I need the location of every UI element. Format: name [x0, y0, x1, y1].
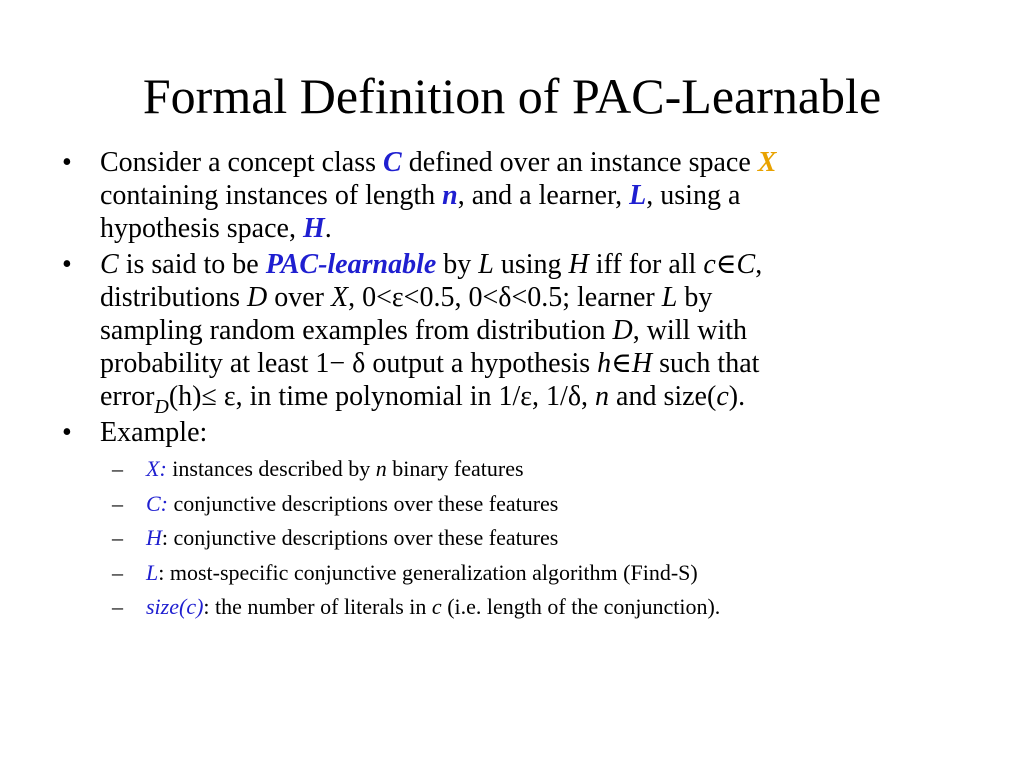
sub-bullet-size — [62, 590, 962, 625]
text: , will with — [632, 315, 748, 346]
bullet-symbol: • — [62, 249, 72, 280]
var-D: D — [612, 315, 633, 346]
dash-symbol: – — [112, 456, 123, 481]
bullet-line — [100, 212, 962, 245]
sub-text: binary features — [386, 456, 524, 481]
var-L: L — [629, 180, 647, 211]
sub-text: : most-specific conjunctive generalization algorithm (Find-S) — [158, 559, 698, 585]
element-of-symbol: ∈ — [715, 249, 737, 280]
var-L: L — [661, 282, 678, 313]
subscript-D: D — [154, 396, 169, 418]
text: sampling random examples from distribution — [100, 315, 613, 346]
var-H: H — [631, 348, 653, 379]
dash-symbol: – — [112, 594, 123, 619]
text: distributions — [100, 282, 248, 313]
bullet-concept-class — [62, 146, 962, 245]
bullet-symbol: • — [62, 147, 72, 178]
text: . — [324, 213, 332, 244]
term-pac-learnable: PAC-learnable — [265, 249, 437, 280]
bullet-pac-definition — [62, 248, 962, 418]
sub-text: : the number of literals in — [203, 594, 432, 619]
text: defined over an instance space — [401, 147, 758, 178]
dash-symbol: – — [112, 525, 123, 550]
text: probability at least 1− δ output a hypothesis — [100, 348, 598, 379]
bullet-line — [100, 179, 962, 212]
var-C: C — [736, 249, 756, 280]
slide-content — [62, 146, 962, 625]
sub-bullet-concept-class — [62, 487, 962, 522]
text: is said to be — [118, 249, 266, 280]
var-n: n — [595, 381, 610, 412]
text: by — [436, 249, 479, 280]
var-X: X — [331, 282, 349, 313]
sub-key: size(c) — [146, 594, 204, 619]
sub-key: L — [146, 559, 159, 585]
var-c: c — [716, 381, 729, 412]
var-n: n — [375, 456, 387, 481]
text: Consider a concept class — [100, 147, 384, 178]
slide-title: Formal Definition of PAC-Learnable — [142, 68, 882, 124]
bullet-line — [100, 248, 962, 281]
text: iff for all — [588, 249, 704, 280]
bullet-line: Example: — [100, 417, 208, 448]
text: such that — [652, 348, 760, 379]
element-of-symbol: ∈ — [611, 348, 632, 379]
var-D: D — [247, 282, 268, 313]
bullet-line — [100, 347, 962, 380]
text: containing instances of length — [100, 180, 443, 211]
dash-symbol: – — [112, 490, 123, 516]
text: and size( — [609, 381, 717, 412]
text: , 0<ε<0.5, 0<δ<0.5; learner — [348, 282, 662, 313]
sub-key: X: — [146, 456, 167, 481]
var-H: H — [302, 213, 325, 244]
sub-key: C: — [146, 490, 168, 516]
sub-bullet-hypothesis-space — [62, 521, 962, 556]
sub-text: (i.e. length of the conjunction). — [441, 594, 721, 619]
sub-key: H — [146, 525, 162, 550]
bullet-line — [100, 314, 962, 347]
text: , — [755, 249, 763, 280]
var-H: H — [568, 249, 589, 280]
bullet-symbol: • — [62, 417, 72, 448]
bullet-example — [62, 416, 962, 449]
dash-symbol: – — [112, 559, 123, 585]
var-c: c — [703, 249, 716, 280]
var-L: L — [478, 249, 494, 280]
text: hypothesis space, — [100, 213, 303, 244]
var-X: X — [757, 147, 777, 178]
text: error — [100, 381, 155, 412]
var-C: C — [100, 249, 119, 280]
sub-bullet-learner — [62, 556, 962, 591]
text: (h)≤ ε, in time polynomial in 1/ε, 1/δ, — [168, 381, 596, 412]
text: , using a — [646, 180, 741, 211]
bullet-line — [100, 146, 962, 179]
var-C: C — [383, 147, 402, 178]
text: , and a learner, — [457, 180, 630, 211]
var-h: h — [597, 348, 612, 379]
sub-text: : conjunctive descriptions over these features — [161, 525, 559, 550]
sub-text: conjunctive descriptions over these features — [168, 490, 559, 516]
var-c: c — [431, 594, 442, 619]
text: using — [493, 249, 569, 280]
sub-bullet-instance-space — [62, 452, 962, 487]
bullet-line — [100, 380, 962, 418]
text: over — [267, 282, 332, 313]
text: by — [677, 282, 713, 313]
var-n: n — [442, 180, 458, 211]
bullet-line — [100, 281, 962, 314]
text: ). — [728, 381, 746, 412]
sub-text: instances described by — [166, 456, 376, 481]
